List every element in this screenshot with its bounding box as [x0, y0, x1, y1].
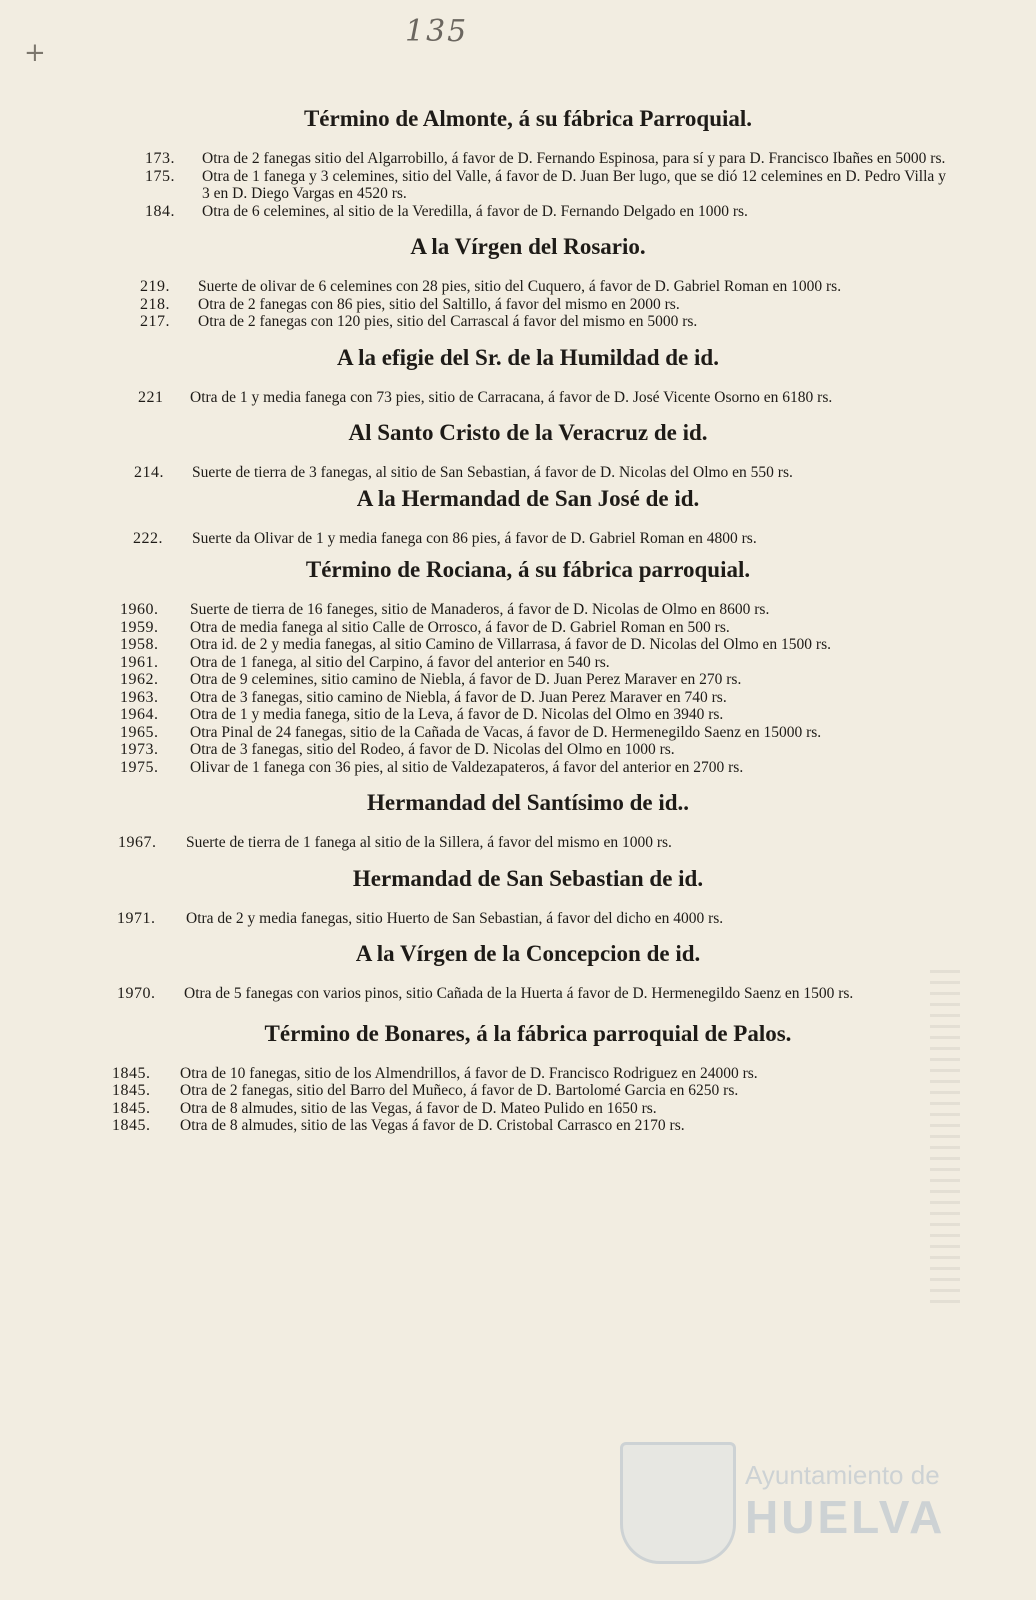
- entry-number: 1845.: [112, 1117, 151, 1134]
- section-title: A la Hermandad de San José de id.: [356, 485, 700, 511]
- entry-text: Otra de 1 fanega y 3 celemines, sitio del Valle, á favor de D. Juan Ber lugo, que se dió 12 celemines en D. Pedro Villa y 3 en D. Diego Vargas en 4520 rs.: [202, 167, 946, 202]
- entry-number: 173.: [145, 150, 175, 167]
- list-item: [0, 985, 1036, 1003]
- section-title: Término de Rociana, á su fábrica parroquial.: [305, 557, 751, 582]
- section-santisimo: [0, 790, 1036, 852]
- entry-number: 218.: [140, 295, 170, 313]
- list-item: [0, 530, 1036, 548]
- entry-text: Otra de 1 y media fanega con 73 pies, sitio de Carracana, á favor de D. José Vicente Osorno en 6180 rs.: [190, 388, 833, 406]
- list-item: [0, 689, 1036, 707]
- document-body: [0, 100, 1036, 1135]
- section-almonte: [0, 100, 1036, 220]
- list-item: [0, 1100, 1036, 1118]
- entry-number: 1967.: [118, 834, 157, 851]
- entry-text: Otra de 8 almudes, sitio de las Vegas á favor de D. Cristobal Carrasco en 2170 rs.: [180, 1117, 685, 1134]
- list-item: [0, 619, 1036, 637]
- entry-number: 1961.: [120, 653, 159, 671]
- list-item: [0, 741, 1036, 759]
- entry-list: [0, 464, 1036, 482]
- entry-number: 1962.: [120, 671, 159, 688]
- list-item: [0, 1082, 1036, 1100]
- entry-list: [0, 389, 1036, 407]
- list-item: [0, 834, 1036, 852]
- list-item: [0, 706, 1036, 724]
- entry-text: Otra de 2 fanegas, sitio del Barro del Muñeco, á favor de D. Bartolomé Garcia en 6250 rs.: [180, 1082, 739, 1099]
- watermark: [620, 1440, 950, 1560]
- section-title: Hermandad del Santísimo de id..: [366, 790, 690, 815]
- entry-number: 1973.: [120, 741, 159, 758]
- list-item: [0, 1117, 1036, 1135]
- entry-list: [0, 834, 1036, 852]
- entry-text: Otra de 3 fanegas, sitio camino de Niebla, á favor de D. Juan Perez Maraver en 740 rs.: [190, 688, 727, 706]
- list-item: [0, 278, 1036, 296]
- section-veracruz: [0, 420, 1036, 482]
- entry-number: 1958.: [120, 636, 159, 653]
- entry-number: 184.: [145, 202, 175, 220]
- entry-text: Otra de 9 celemines, sitio camino de Niebla, á favor de D. Juan Perez Maraver en 270 rs.: [190, 671, 742, 688]
- list-item: [0, 168, 1036, 203]
- folio-number: 135: [405, 14, 469, 49]
- list-item: [0, 296, 1036, 314]
- entry-number: 1965.: [120, 723, 159, 741]
- section-title: Término de Bonares, á la fábrica parroquial de Palos.: [264, 1020, 792, 1046]
- watermark-main: HUELVA: [745, 1491, 946, 1543]
- entry-list: [0, 150, 1036, 220]
- list-item: [0, 150, 1036, 168]
- entry-text: Otra de 8 almudes, sitio de las Vegas, á favor de D. Mateo Pulido en 1650 rs.: [180, 1099, 657, 1117]
- entry-text: Otra de media fanega al sitio Calle de Orrosco, á favor de D. Gabriel Roman en 500 rs.: [190, 618, 730, 636]
- list-item: [0, 1065, 1036, 1083]
- list-item: [0, 724, 1036, 742]
- margin-mark: +: [24, 38, 46, 68]
- entry-number: 222.: [133, 529, 163, 547]
- entry-list: [0, 985, 1036, 1003]
- paper-specks: [930, 970, 960, 1310]
- entry-number: 1970.: [117, 985, 156, 1002]
- list-item: [0, 636, 1036, 654]
- entry-number: 1971.: [117, 909, 156, 927]
- entry-text: Otra de 2 fanegas con 86 pies, sitio del Saltillo, á favor del mismo en 2000 rs.: [198, 295, 680, 313]
- entry-number: 214.: [134, 464, 164, 481]
- entry-number: 175.: [145, 167, 175, 185]
- section-concepcion: [0, 941, 1036, 1003]
- list-item: [0, 910, 1036, 928]
- entry-text: Otra de 5 fanegas con varios pinos, sitio Cañada de la Huerta á favor de D. Hermenegildo Saenz en 1500 rs.: [184, 985, 854, 1002]
- section-san-jose: [0, 486, 1036, 548]
- entry-number: 1845.: [112, 1082, 151, 1099]
- section-bonares: [0, 1021, 1036, 1135]
- list-item: [0, 313, 1036, 331]
- entry-number: 217.: [140, 313, 170, 330]
- entry-text: Otra de 3 fanegas, sitio del Rodeo, á favor de D. Nicolas del Olmo en 1000 rs.: [190, 741, 675, 758]
- entry-list: [0, 278, 1036, 331]
- entry-text: Otra de 10 fanegas, sitio de los Almendrillos, á favor de D. Francisco Rodriguez en 24000 rs.: [180, 1064, 758, 1082]
- section-humildad: [0, 345, 1036, 407]
- entry-number: 1960.: [120, 601, 159, 618]
- watermark-top: Ayuntamiento de: [745, 1460, 940, 1490]
- entry-text: Otra id. de 2 y media fanegas, al sitio Camino de Villarrasa, á favor de D. Nicolas del Olmo en 1500 rs.: [190, 636, 831, 653]
- entry-number: 1845.: [112, 1064, 151, 1082]
- section-title: Al Santo Cristo de la Veracruz de id.: [348, 420, 708, 445]
- entry-text: Otra de 1 fanega, al sitio del Carpino, á favor del anterior en 540 rs.: [190, 653, 610, 671]
- entry-text: Otra de 6 celemines, al sitio de la Veredilla, á favor de D. Fernando Delgado en 1000 rs.: [202, 202, 748, 220]
- list-item: [0, 464, 1036, 482]
- section-san-sebastian: [0, 866, 1036, 928]
- section-virgen-rosario: [0, 234, 1036, 331]
- entry-text: Olivar de 1 fanega con 36 pies, al sitio de Valdezapateros, á favor del anterior en 2700 rs.: [190, 758, 744, 776]
- entry-number: 1845.: [112, 1099, 151, 1117]
- list-item: [0, 389, 1036, 407]
- entry-number: 1963.: [120, 688, 159, 706]
- section-title: A la Vírgen del Rosario.: [410, 234, 646, 259]
- entry-number: 1959.: [120, 618, 159, 636]
- entry-text: Suerte da Olivar de 1 y media fanega con 86 pies, á favor de D. Gabriel Roman en 4800 rs.: [192, 529, 757, 547]
- entry-number: 1964.: [120, 706, 159, 723]
- list-item: [0, 759, 1036, 777]
- section-title: A la efigie del Sr. de la Humildad de id.: [337, 344, 719, 370]
- entry-list: [0, 1065, 1036, 1135]
- section-title: Hermandad de San Sebastian de id.: [352, 865, 704, 891]
- entry-list: [0, 601, 1036, 776]
- section-rociana: [0, 557, 1036, 776]
- section-title: Término de Almonte, á su fábrica Parroquial.: [303, 106, 753, 131]
- entry-text: Otra de 2 fanegas sitio del Algarrobillo, á favor de D. Fernando Espinosa, para sí y para D. Francisco Ibañes en 5000 rs.: [202, 150, 946, 167]
- entry-number: 219.: [140, 278, 170, 295]
- entry-text: Suerte de olivar de 6 celemines con 28 pies, sitio del Cuquero, á favor de D. Gabriel Roman en 1000 rs.: [198, 278, 842, 295]
- entry-text: Suerte de tierra de 16 faneges, sitio de Manaderos, á favor de D. Nicolas de Olmo en 8600 rs.: [190, 601, 770, 618]
- entry-number: 1975.: [120, 758, 159, 776]
- entry-text: Suerte de tierra de 1 fanega al sitio de la Sillera, á favor del mismo en 1000 rs.: [186, 834, 672, 851]
- entry-list: [0, 910, 1036, 928]
- section-title: A la Vírgen de la Concepcion de id.: [355, 941, 701, 966]
- entry-list: [0, 530, 1036, 548]
- list-item: [0, 601, 1036, 619]
- list-item: [0, 203, 1036, 221]
- entry-text: Otra Pinal de 24 fanegas, sitio de la Cañada de Vacas, á favor de D. Hermenegildo Saenz en 15000 rs.: [190, 723, 822, 741]
- list-item: [0, 654, 1036, 672]
- list-item: [0, 671, 1036, 689]
- entry-text: Otra de 2 y media fanegas, sitio Huerto de San Sebastian, á favor del dicho en 4000 rs.: [186, 909, 724, 927]
- shield-icon: [620, 1442, 736, 1564]
- entry-text: Otra de 1 y media fanega, sitio de la Leva, á favor de D. Nicolas del Olmo en 3940 rs.: [190, 706, 724, 723]
- entry-number: 221: [138, 388, 164, 406]
- entry-text: Otra de 2 fanegas con 120 pies, sitio del Carrascal á favor del mismo en 5000 rs.: [198, 313, 698, 330]
- entry-text: Suerte de tierra de 3 fanegas, al sitio de San Sebastian, á favor de D. Nicolas del Olmo en 550 rs.: [192, 464, 793, 481]
